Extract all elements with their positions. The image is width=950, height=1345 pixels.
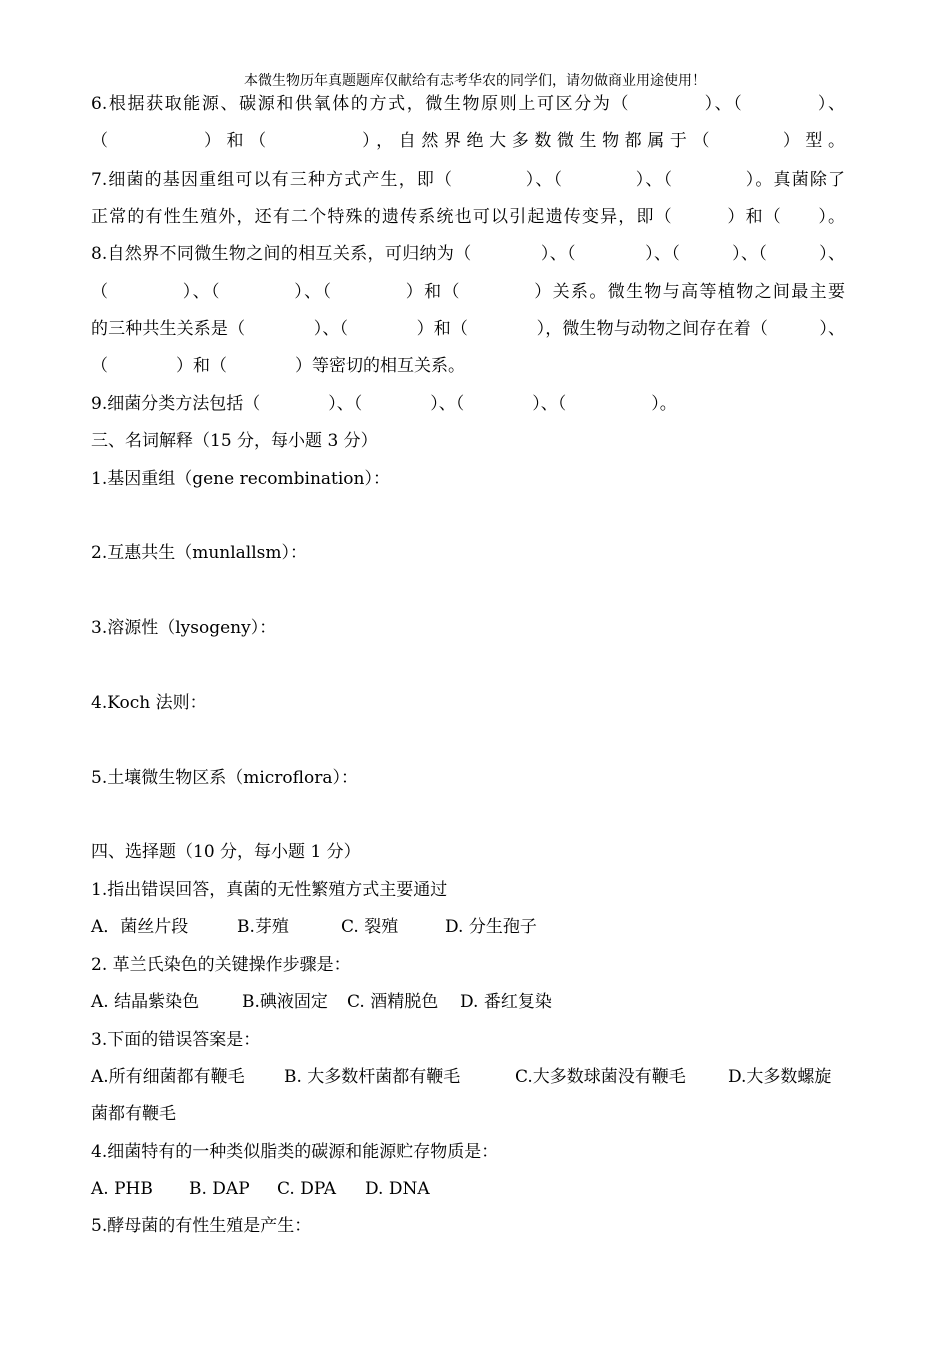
- q8-line-1: 8.自然界不同微生物之间的相互关系，可归纳为（ ）、（ ）、（ ）、（ ）、: [91, 244, 845, 264]
- question-text: 1.指出错误回答，真菌的无性繁殖方式主要通过: [91, 880, 448, 900]
- option-continuation: 菌都有鞭毛: [91, 1104, 176, 1124]
- question-text: 4.细菌特有的一种类似脂类的碳源和能源贮存物质是：: [91, 1142, 499, 1162]
- option-a: A．菌丝片段: [91, 917, 189, 937]
- option-a: A. PHB: [91, 1179, 153, 1199]
- q6-line-1: 6.根据获取能源、碳源和供氧体的方式，微生物原则上可区分为（ ）、（ ）、: [91, 94, 845, 114]
- section3-title: 三、名词解释（15 分，每小题 3 分）: [91, 431, 378, 451]
- option-d: D. DNA: [365, 1179, 430, 1199]
- option-c: C. 裂殖: [341, 917, 399, 937]
- term-item: 2.互惠共生（munlallsm）：: [91, 543, 308, 563]
- option-b: B.碘液固定: [242, 992, 328, 1012]
- option-b: B. DAP: [189, 1179, 250, 1199]
- option-c: C. 酒精脱色: [347, 992, 439, 1012]
- q8-line-3: 的三种共生关系是（ ）、（ ）和（ ），微生物与动物之间存在着（ ）、: [91, 319, 845, 339]
- q7-line-1: 7.细菌的基因重组可以有三种方式产生，即（ ）、（ ）、（ ）。真菌除了: [91, 170, 845, 190]
- term-item: 3.溶源性（lysogeny）：: [91, 618, 277, 638]
- q8-line-4: （ ）和（ ）等密切的相互关系。: [91, 356, 465, 376]
- q8-line-2: （ ）、（ ）、（ ）和（ ）关系。微生物与高等植物之间最主要: [91, 282, 845, 302]
- page-header: 本微生物历年真题题库仅献给有志考华农的同学们，请勿做商业用途使用！: [244, 73, 706, 89]
- option-c: C. DPA: [277, 1179, 336, 1199]
- question-text: 3.下面的错误答案是：: [91, 1030, 261, 1050]
- term-item: 4.Koch 法则：: [91, 693, 207, 713]
- option-d: D.大多数螺旋: [728, 1067, 832, 1087]
- question-text: 2. 革兰氏染色的关键操作步骤是：: [91, 955, 351, 975]
- option-b: B. 大多数杆菌都有鞭毛: [284, 1067, 461, 1087]
- option-c: C.大多数球菌没有鞭毛: [515, 1067, 686, 1087]
- term-item: 1.基因重组（gene recombination）：: [91, 469, 390, 489]
- q6-line-2: （ ）和（ ），自然界绝大多数微生物都属于（ ）型。: [91, 131, 845, 151]
- q7-line-2: 正常的有性生殖外，还有二个特殊的遗传系统也可以引起遗传变异，即（ ）和（ ）。: [91, 207, 845, 227]
- option-d: D. 分生孢子: [445, 917, 537, 937]
- option-d: D. 番红复染: [460, 992, 552, 1012]
- option-a: A.所有细菌都有鞭毛: [91, 1067, 245, 1087]
- term-item: 5.土壤微生物区系（microflora）：: [91, 768, 358, 788]
- section4-title: 四、选择题（10 分，每小题 1 分）: [91, 842, 361, 862]
- option-b: B.芽殖: [237, 917, 289, 937]
- option-a: A. 结晶紫染色: [91, 992, 200, 1012]
- question-text: 5.酵母菌的有性生殖是产生：: [91, 1216, 312, 1236]
- q9-line-1: 9.细菌分类方法包括（ ）、（ ）、（ ）、（ ）。: [91, 394, 677, 414]
